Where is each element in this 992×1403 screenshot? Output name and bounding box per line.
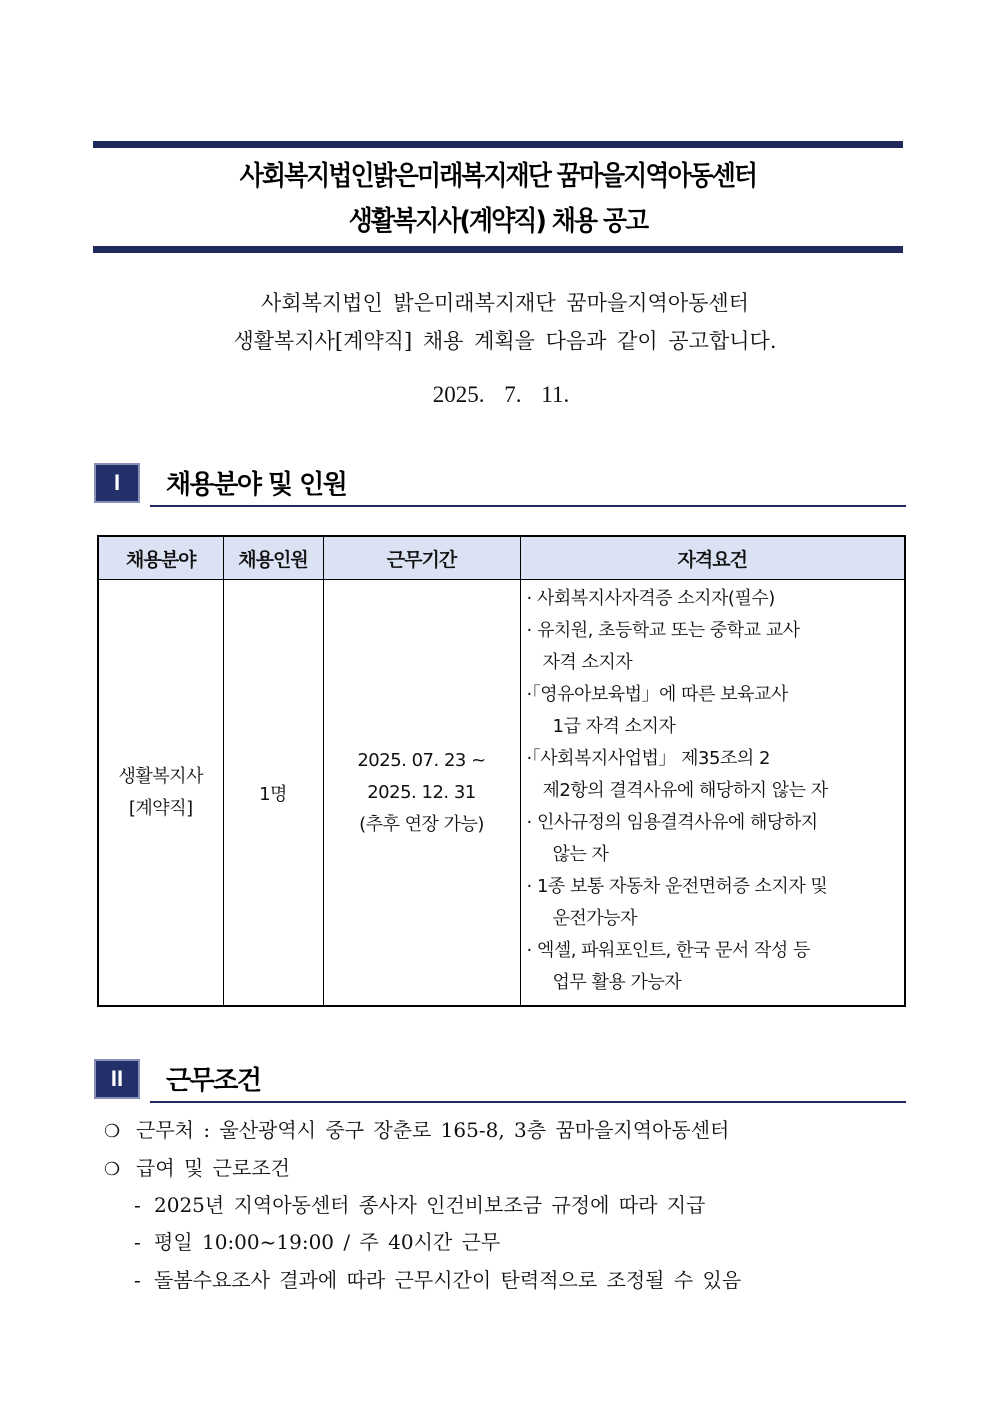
dash-bullet: - xyxy=(134,1268,141,1292)
section-header-work-conditions xyxy=(94,1059,906,1103)
condition-sub-item xyxy=(134,1264,741,1293)
requirement-continuation: 자격 소지자 xyxy=(542,652,633,673)
requirement-item: · 인사규정의 임용결격사유에 해당하지 xyxy=(526,812,818,833)
recruitment-table xyxy=(97,535,906,1007)
field-line: [계약직] xyxy=(128,797,193,819)
title-organization: 사회복지법인밝은미래복지재단 꿈마을지역아동센터 xyxy=(239,161,757,192)
title-position: 생활복지사(계약직) 채용 공고 xyxy=(348,206,648,237)
condition-text: 급여 및 근로조건 xyxy=(136,1156,290,1180)
requirement-continuation: 제2항의 결격사유에 해당하지 않는 자 xyxy=(542,780,828,801)
dash-bullet: - xyxy=(134,1230,141,1254)
requirement-continuation: 1급 자격 소지자 xyxy=(552,716,676,737)
cell-field xyxy=(98,580,223,1007)
column-header-headcount: 채용인원 xyxy=(223,536,323,580)
condition-salary xyxy=(104,1152,290,1181)
cell-period xyxy=(323,580,520,1007)
section-number-badge: I xyxy=(94,463,140,503)
requirement-item: · 엑셀, 파워포인트, 한국 문서 작성 등 xyxy=(526,940,810,961)
sub-item-text: 2025년 지역아동센터 종사자 인건비보조금 규정에 따라 지급 xyxy=(154,1193,706,1217)
requirement-item: · 유치원, 초등학교 또는 중학교 교사 xyxy=(526,620,800,641)
requirement-continuation: 않는 자 xyxy=(552,844,609,865)
cell-headcount: 1명 xyxy=(223,580,323,1007)
requirement-item: · 1종 보통 자동차 운전면허증 소지자 및 xyxy=(526,876,828,897)
requirement-item: ·「사회복지사업법」 제35조의 2 xyxy=(526,748,770,769)
condition-text: 근무처 : 울산광역시 중구 장춘로 165-8, 3층 꿈마을지역아동센터 xyxy=(136,1118,730,1142)
section-underline xyxy=(150,1101,906,1103)
intro-line-1: 사회복지법인 밝은미래복지재단 꿈마을지역아동센터 xyxy=(261,291,749,315)
period-line: (추후 연장 가능) xyxy=(359,813,484,835)
condition-sub-item xyxy=(134,1189,705,1218)
requirement-item: · 사회복지사자격증 소지자(필수) xyxy=(526,588,775,609)
section-underline xyxy=(150,505,906,507)
requirement-continuation: 운전가능자 xyxy=(552,908,637,929)
section-number-badge: II xyxy=(94,1059,140,1099)
sub-item-text: 돌봄수요조사 결과에 따라 근무시간이 탄력적으로 조정될 수 있음 xyxy=(154,1268,742,1292)
requirement-continuation: 업무 활용 가능자 xyxy=(552,972,682,993)
title-top-rule xyxy=(93,141,903,148)
requirement-item: ·「영유아보육법」에 따른 보육교사 xyxy=(526,684,788,705)
condition-sub-item xyxy=(134,1226,500,1255)
circle-bullet-icon: ❍ xyxy=(104,1159,121,1180)
cell-requirements xyxy=(520,580,905,1007)
section-title: 근무조건 xyxy=(166,1066,261,1096)
circle-bullet-icon: ❍ xyxy=(104,1121,121,1142)
period-line: 2025. 07. 23 ~ xyxy=(357,749,486,771)
column-header-period: 근무기간 xyxy=(323,536,520,580)
table-header-row xyxy=(98,536,905,580)
condition-workplace xyxy=(104,1114,729,1143)
sub-item-text: 평일 10:00~19:00 / 주 40시간 근무 xyxy=(154,1230,501,1254)
title-bottom-rule xyxy=(93,246,903,253)
column-header-requirements: 자격요건 xyxy=(520,536,905,580)
section-title: 채용분야 및 인원 xyxy=(166,470,347,500)
intro-line-2: 생활복지사[계약직] 채용 계획을 다음과 같이 공고합니다. xyxy=(233,329,777,353)
table-row xyxy=(98,580,905,1007)
dash-bullet: - xyxy=(134,1193,141,1217)
column-header-field: 채용분야 xyxy=(98,536,223,580)
period-line: 2025. 12. 31 xyxy=(367,781,476,803)
notice-date: 2025. 7. 11. xyxy=(432,382,570,407)
section-header-recruitment xyxy=(94,463,906,507)
field-line: 생활복지사 xyxy=(118,765,203,787)
